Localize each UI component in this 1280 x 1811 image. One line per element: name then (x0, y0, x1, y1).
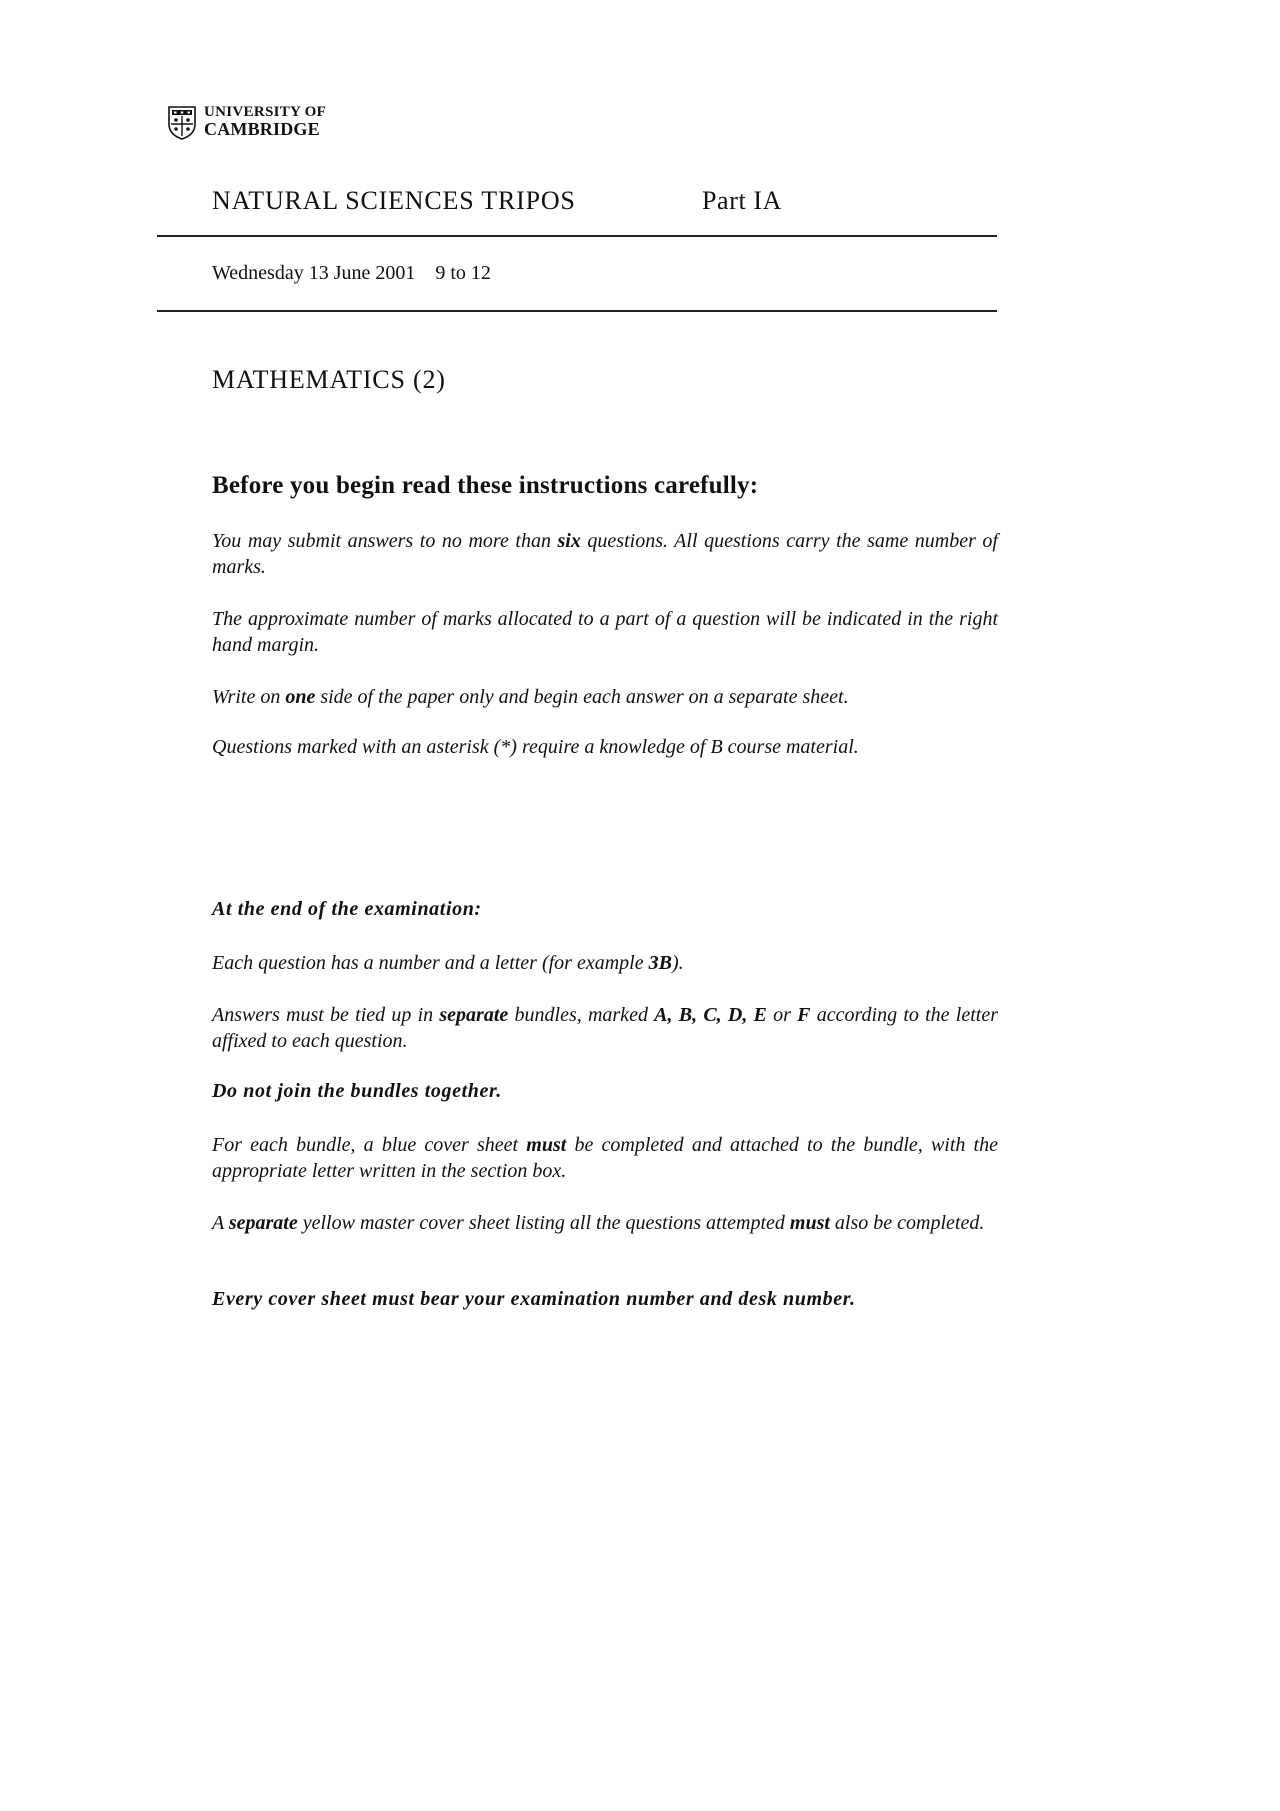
divider-top (157, 235, 997, 237)
logo-text (204, 104, 326, 138)
exam-date: Wednesday 13 June 2001 (212, 262, 416, 284)
university-crest-icon (168, 106, 196, 140)
exam-time: 9 to 12 (435, 262, 491, 284)
logo-line-1: UNIVERSITY OF (204, 104, 327, 120)
logo-line-2: CAMBRIDGE (204, 119, 320, 139)
end-paragraph-2: Answers must be tied up in separate bundles, marked A, B, C, D, E or F according to the letter affixed to each question. (212, 1004, 998, 1052)
instruction-paragraph-3: Write on one side of the paper only and begin each answer on a separate sheet. (212, 686, 849, 708)
instruction-paragraph-1: You may submit answers to no more than six questions. All questions carry the same number of marks. (212, 530, 998, 578)
end-paragraph-1: Each question has a number and a letter (for example 3B). (212, 952, 684, 974)
end-paragraph-3: For each bundle, a blue cover sheet must be completed and attached to the bundle, with the appropriate letter written in the section box. (212, 1134, 998, 1182)
instruction-paragraph-2: The approximate number of marks allocated to a part of a question will be indicated in the right hand margin. (212, 608, 998, 656)
end-paragraph-4: A separate yellow master cover sheet listing all the questions attempted must also be completed. (212, 1212, 985, 1234)
exam-date-line (212, 262, 491, 285)
cover-sheet-notice: Every cover sheet must bear your examination number and desk number. (212, 1288, 856, 1310)
instructions-heading: Before you begin read these instructions carefully: (212, 472, 759, 499)
tripos-title: NATURAL SCIENCES TRIPOS (212, 186, 576, 215)
instruction-paragraph-4: Questions marked with an asterisk (*) require a knowledge of B course material. (212, 736, 859, 758)
do-not-join-notice: Do not join the bundles together. (212, 1080, 502, 1102)
end-of-exam-heading: At the end of the examination: (212, 898, 482, 920)
university-logo (168, 104, 358, 144)
subject-title: MATHEMATICS (2) (212, 365, 446, 394)
divider-bottom (157, 310, 997, 312)
part-label: Part IA (702, 186, 783, 215)
